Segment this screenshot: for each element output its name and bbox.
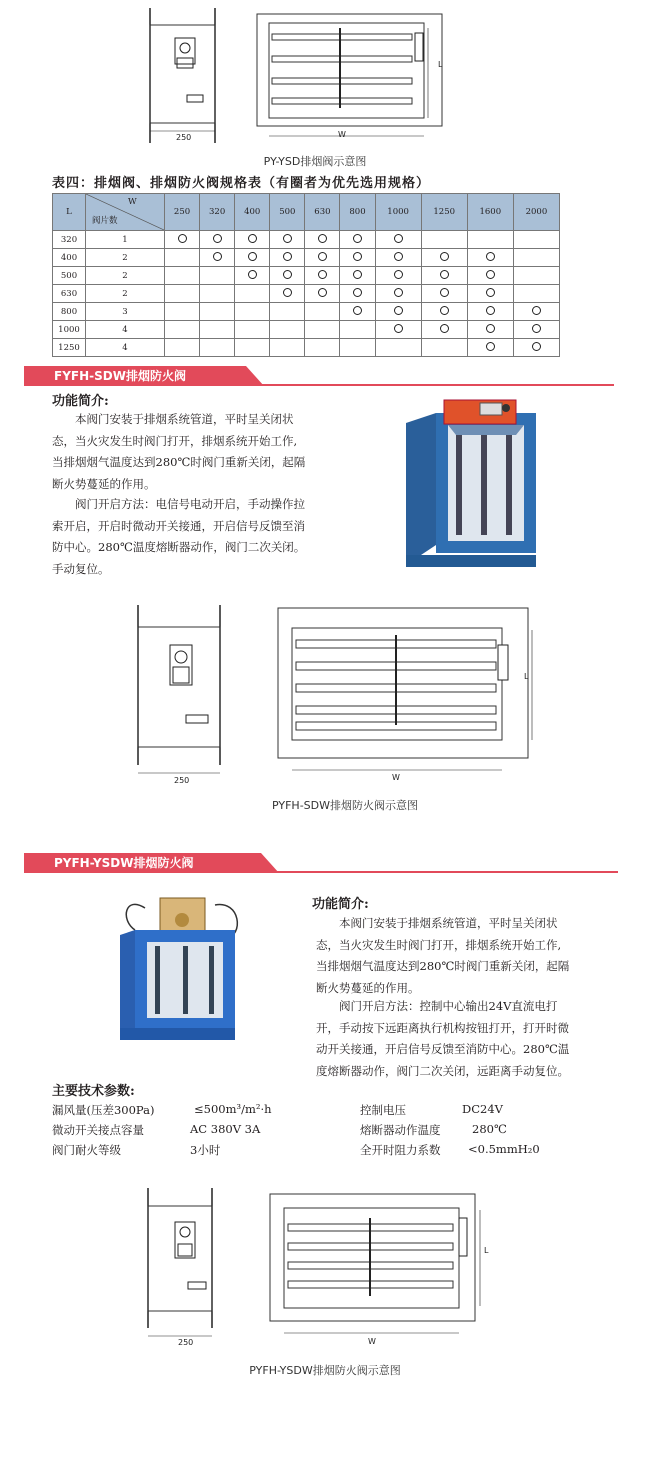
mark-cell [467, 321, 513, 339]
text-line: 防中心。280℃温度熔断器动作，阀门二次关闭。 [52, 540, 306, 554]
corner-l-cell [53, 194, 86, 231]
mark-cell [305, 231, 340, 249]
fyfh-sdw-product-image [396, 395, 551, 580]
mark-cell [375, 231, 421, 249]
row-count-cell: 2 [86, 249, 165, 267]
preferred-circle-icon [353, 270, 362, 279]
mark-cell [235, 285, 270, 303]
mark-cell [513, 339, 559, 357]
param-value: AC 380V 3A [190, 1122, 261, 1136]
preferred-circle-icon [248, 252, 257, 261]
section1-caption: PYFH-SDW排烟防火阀示意图 [271, 799, 418, 812]
params-list [52, 1102, 572, 1162]
preferred-circle-icon [532, 306, 541, 315]
section2-banner-label: PYFH-YSDW排烟防火阀 [24, 853, 249, 873]
mark-cell [235, 231, 270, 249]
mark-cell [270, 321, 305, 339]
text-line: 断火势蔓延的作用。 [316, 980, 420, 995]
mark-cell [200, 321, 235, 339]
row-count-cell: 2 [86, 285, 165, 303]
mark-cell [270, 285, 305, 303]
mark-cell [340, 303, 375, 321]
text-line: 本阀门安装于排烟系统管道，平时呈关闭状 [75, 412, 294, 426]
param-key: 漏风量(压差300Pa) [52, 1103, 155, 1117]
mark-cell [421, 267, 467, 285]
pyfh-ysdw-product-image [115, 890, 245, 1050]
column-header: 1250 [421, 194, 467, 231]
mark-cell [421, 321, 467, 339]
mark-cell [513, 285, 559, 303]
param-key: 控制电压 [360, 1103, 406, 1117]
preferred-circle-icon [532, 324, 541, 333]
mark-cell [340, 231, 375, 249]
preferred-circle-icon [318, 270, 327, 279]
table-row [53, 231, 560, 249]
mark-cell [467, 249, 513, 267]
mark-cell [305, 249, 340, 267]
corner-l-label: L [66, 207, 72, 217]
mark-cell [421, 303, 467, 321]
mark-cell [235, 321, 270, 339]
column-header: 630 [305, 194, 340, 231]
mark-cell [165, 249, 200, 267]
preferred-circle-icon [394, 306, 403, 315]
corner-w-label: W [128, 197, 137, 207]
fyfh-sdw-side-view [128, 605, 238, 785]
preferred-circle-icon [353, 252, 362, 261]
preferred-circle-icon [353, 288, 362, 297]
param-row [52, 1122, 572, 1142]
preferred-circle-icon [353, 306, 362, 315]
row-l-cell: 1250 [53, 339, 86, 357]
row-count-cell: 4 [86, 339, 165, 357]
mark-cell [375, 267, 421, 285]
table-row [53, 267, 560, 285]
param-value: 280℃ [472, 1122, 507, 1136]
preferred-circle-icon [486, 324, 495, 333]
mark-cell [375, 321, 421, 339]
mark-cell [270, 303, 305, 321]
param-value: <0.5mmH₂0 [468, 1142, 540, 1156]
text-line: 阀门开启方法：控制中心输出24V直流电打 [339, 999, 558, 1013]
preferred-circle-icon [283, 270, 292, 279]
mark-cell [305, 267, 340, 285]
py-ysd-front-view [252, 8, 452, 148]
param-value: 3小时 [190, 1143, 221, 1157]
mark-cell [513, 303, 559, 321]
text-line: 断火势蔓延的作用。 [52, 476, 156, 491]
preferred-circle-icon [318, 252, 327, 261]
param-value: ≤500m³/m²·h [194, 1102, 272, 1116]
text-line: 动开关接通，开启信号反馈至消防中心。280℃温 [316, 1042, 570, 1056]
mark-cell [200, 285, 235, 303]
fyfh-sdw-front-view [270, 600, 540, 785]
table-row [53, 249, 560, 267]
preferred-circle-icon [283, 234, 292, 243]
pyfh-ysdw-front-view [266, 1188, 496, 1348]
dim-l: L [524, 672, 529, 681]
text-line: 态，当火灾发生时阀门打开，排烟系统开始工作, [52, 433, 298, 448]
row-l-cell: 320 [53, 231, 86, 249]
preferred-circle-icon [394, 324, 403, 333]
param-value: DC24V [462, 1102, 503, 1116]
column-header: 800 [340, 194, 375, 231]
column-header: 500 [270, 194, 305, 231]
mark-cell [165, 321, 200, 339]
mark-cell [421, 249, 467, 267]
text-line: 阀门开启方法：电信号电动开启，手动操作拉 [75, 497, 305, 511]
dim-l: L [484, 1246, 489, 1255]
preferred-circle-icon [486, 342, 495, 351]
row-l-cell: 500 [53, 267, 86, 285]
section2-para2 [316, 996, 616, 1082]
param-row [52, 1102, 572, 1122]
mark-cell [421, 339, 467, 357]
mark-cell [421, 231, 467, 249]
mark-cell [165, 285, 200, 303]
preferred-circle-icon [283, 252, 292, 261]
section1-banner-label: FYFH-SDW排烟防火阀 [24, 366, 234, 386]
table-row [53, 285, 560, 303]
preferred-circle-icon [178, 234, 187, 243]
column-header: 1000 [375, 194, 421, 231]
mark-cell [165, 339, 200, 357]
mark-cell [305, 339, 340, 357]
section2-para1 [316, 913, 616, 999]
mark-cell [200, 339, 235, 357]
column-header: 2000 [513, 194, 559, 231]
text-line: 度熔断器动作，阀门二次关闭，远距离手动复位。 [316, 1063, 569, 1078]
dim-250: 250 [176, 133, 192, 142]
param-key: 微动开关接点容量 [52, 1123, 144, 1137]
preferred-circle-icon [394, 270, 403, 279]
spec-table [52, 193, 560, 357]
column-header: 320 [200, 194, 235, 231]
params-heading: 主要技术参数: [52, 1084, 135, 1099]
row-l-cell: 800 [53, 303, 86, 321]
mark-cell [235, 303, 270, 321]
mark-cell [270, 267, 305, 285]
mark-cell [513, 249, 559, 267]
mark-cell [305, 321, 340, 339]
preferred-circle-icon [486, 288, 495, 297]
section2-heading: 功能简介: [312, 897, 369, 912]
mark-cell [467, 267, 513, 285]
preferred-circle-icon [440, 252, 449, 261]
text-line: 索开启，开启时微动开关接通，开启信号反馈至消 [52, 518, 305, 533]
preferred-circle-icon [440, 288, 449, 297]
preferred-circle-icon [440, 270, 449, 279]
row-count-cell: 4 [86, 321, 165, 339]
table-title: 表四：排烟阀、排烟防火阀规格表（有圈者为优先选用规格） [52, 176, 431, 191]
mark-cell [375, 285, 421, 303]
column-header: 250 [165, 194, 200, 231]
preferred-circle-icon [283, 288, 292, 297]
mark-cell [235, 267, 270, 285]
mark-cell [375, 249, 421, 267]
corner-count-label: 阀片数 [92, 216, 118, 226]
param-key: 熔断器动作温度 [360, 1123, 441, 1137]
mark-cell [165, 267, 200, 285]
param-row [52, 1142, 572, 1162]
table-row [53, 339, 560, 357]
mark-cell [235, 249, 270, 267]
preferred-circle-icon [532, 342, 541, 351]
preferred-circle-icon [213, 252, 222, 261]
diagram1-caption: PY-YSD排烟阀示意图 [263, 155, 367, 168]
row-l-cell: 630 [53, 285, 86, 303]
table-row [53, 321, 560, 339]
row-count-cell: 2 [86, 267, 165, 285]
mark-cell [305, 285, 340, 303]
dim-w: W [338, 130, 346, 139]
section1-para1 [52, 409, 352, 495]
mark-cell [513, 267, 559, 285]
preferred-circle-icon [248, 270, 257, 279]
mark-cell [375, 303, 421, 321]
mark-cell [200, 231, 235, 249]
mark-cell [513, 231, 559, 249]
dim-w: W [392, 773, 400, 782]
text-line: 手动复位。 [52, 561, 110, 576]
row-l-cell: 1000 [53, 321, 86, 339]
mark-cell [467, 285, 513, 303]
mark-cell [513, 321, 559, 339]
dim-250: 250 [178, 1338, 194, 1347]
section1-banner [24, 366, 614, 386]
mark-cell [467, 339, 513, 357]
dim-250: 250 [174, 776, 190, 785]
text-line: 当排烟烟气温度达到280℃时阀门重新关闭，起隔 [52, 455, 306, 469]
mark-cell [270, 231, 305, 249]
preferred-circle-icon [486, 270, 495, 279]
section2-caption: PYFH-YSDW排烟防火阀示意图 [249, 1364, 401, 1377]
mark-cell [270, 339, 305, 357]
param-key: 全开时阻力系数 [360, 1143, 441, 1157]
dim-l: L [438, 60, 443, 69]
mark-cell [467, 303, 513, 321]
preferred-circle-icon [248, 234, 257, 243]
text-line: 态，当火灾发生时阀门打开，排烟系统开始工作, [316, 937, 562, 952]
column-header: 400 [235, 194, 270, 231]
mark-cell [200, 267, 235, 285]
text-line: 当排烟烟气温度达到280℃时阀门重新关闭，起隔 [316, 959, 570, 973]
mark-cell [467, 231, 513, 249]
mark-cell [270, 249, 305, 267]
param-key: 阀门耐火等级 [52, 1143, 121, 1157]
text-line: 本阀门安装于排烟系统管道，平时呈关闭状 [339, 916, 558, 930]
section1-para2 [52, 494, 352, 580]
corner-cell [86, 194, 165, 231]
row-count-cell: 1 [86, 231, 165, 249]
preferred-circle-icon [394, 234, 403, 243]
preferred-circle-icon [394, 288, 403, 297]
preferred-circle-icon [486, 252, 495, 261]
preferred-circle-icon [213, 234, 222, 243]
mark-cell [235, 339, 270, 357]
text-line: 开，手动按下远距离执行机构按钮打开，打开时微 [316, 1020, 569, 1035]
mark-cell [340, 249, 375, 267]
preferred-circle-icon [318, 288, 327, 297]
mark-cell [340, 321, 375, 339]
table-header-row [53, 194, 560, 231]
pyfh-ysdw-side-view [140, 1188, 240, 1338]
dim-w: W [368, 1337, 376, 1346]
row-count-cell: 3 [86, 303, 165, 321]
table-row [53, 303, 560, 321]
mark-cell [305, 303, 340, 321]
mark-cell [340, 267, 375, 285]
section1-heading: 功能简介: [52, 394, 109, 409]
preferred-circle-icon [318, 234, 327, 243]
py-ysd-side-view [140, 8, 240, 148]
preferred-circle-icon [440, 324, 449, 333]
preferred-circle-icon [486, 306, 495, 315]
row-l-cell: 400 [53, 249, 86, 267]
mark-cell [340, 339, 375, 357]
preferred-circle-icon [394, 252, 403, 261]
mark-cell [200, 249, 235, 267]
mark-cell [165, 231, 200, 249]
preferred-circle-icon [440, 306, 449, 315]
mark-cell [200, 303, 235, 321]
section2-banner [24, 853, 618, 873]
mark-cell [421, 285, 467, 303]
preferred-circle-icon [353, 234, 362, 243]
mark-cell [340, 285, 375, 303]
column-header: 1600 [467, 194, 513, 231]
mark-cell [165, 303, 200, 321]
mark-cell [375, 339, 421, 357]
